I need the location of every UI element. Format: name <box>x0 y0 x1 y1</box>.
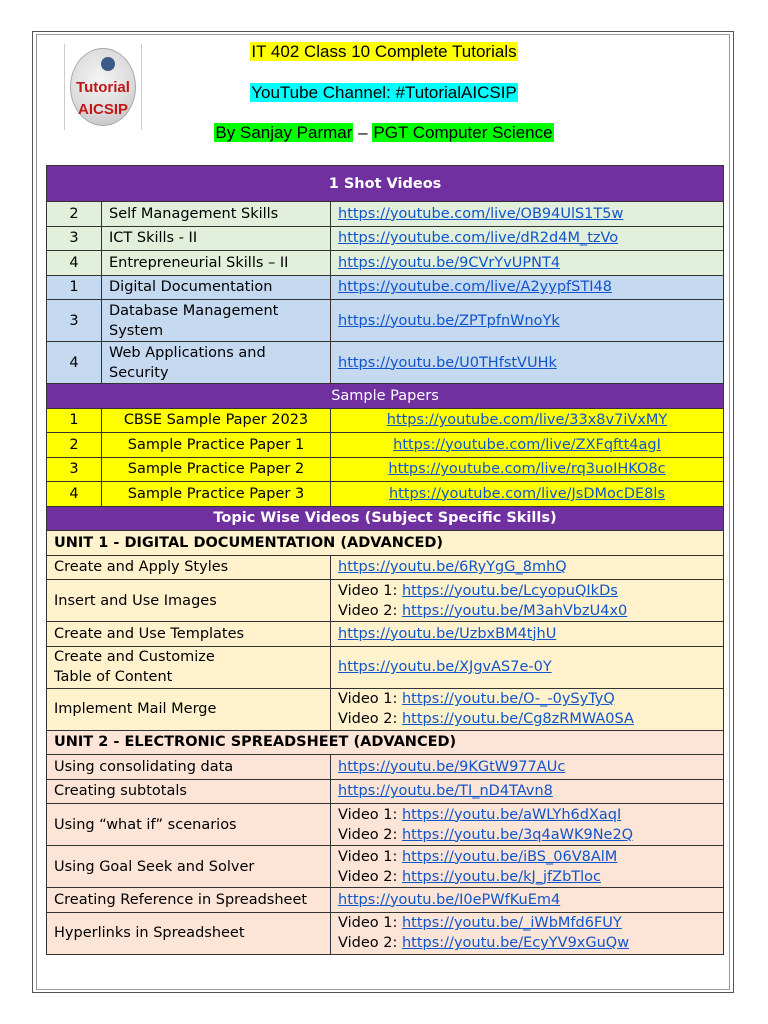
table-row <box>47 688 724 730</box>
video-link[interactable]: https://youtu.be/kJ_jfZbTloc <box>401 868 602 885</box>
table-row <box>47 622 724 647</box>
author-dash: – <box>358 123 368 142</box>
video-link[interactable]: https://youtube.com/live/rq3uoIHKO8c <box>388 461 666 478</box>
video-link[interactable]: https://youtu.be/iBS_06V8AlM <box>401 848 618 865</box>
link-cell <box>331 457 724 482</box>
link-cell <box>331 888 724 913</box>
link-cell <box>331 251 724 276</box>
table-row <box>47 646 724 688</box>
video1-label: Video 1: <box>338 806 398 823</box>
topic-cell: Using Goal Seek and Solver <box>47 846 331 888</box>
link-cell <box>331 408 724 433</box>
topic-cell: Database Management System <box>102 300 331 342</box>
link-cell <box>331 804 724 846</box>
video-link[interactable]: https://youtu.be/EcyYV9xGuQw <box>401 935 630 951</box>
row-number: 3 <box>47 226 102 251</box>
row-number: 4 <box>47 251 102 276</box>
video2-label: Video 2: <box>338 868 398 885</box>
row-number: 3 <box>47 300 102 342</box>
table-row <box>47 275 724 300</box>
table-row <box>47 779 724 804</box>
channel-name: YouTube Channel: #TutorialAICSIP <box>251 83 517 102</box>
video1-label: Video 1: <box>338 915 398 931</box>
table-row <box>47 755 724 780</box>
row-number: 4 <box>47 482 102 507</box>
table-row <box>47 251 724 276</box>
link-cell <box>331 846 724 888</box>
topic-wise-heading: Topic Wise Videos (Subject Specific Skills) <box>47 506 724 531</box>
table-row <box>47 226 724 251</box>
link-cell <box>331 433 724 458</box>
row-number: 2 <box>47 433 102 458</box>
topic-cell: ICT Skills - II <box>102 226 331 251</box>
section-header-row <box>47 166 724 202</box>
link-cell <box>331 275 724 300</box>
one-shot-heading: 1 Shot Videos <box>47 166 724 202</box>
table-row <box>47 846 724 888</box>
video-link[interactable]: https://youtube.com/live/33x8v7iVxMY <box>386 412 668 429</box>
topic-cell: CBSE Sample Paper 2023 <box>102 408 331 433</box>
link-cell <box>331 755 724 780</box>
section-header-row <box>47 384 724 409</box>
topic-cell: Web Applications and Security <box>102 342 331 384</box>
video-link[interactable]: https://youtu.be/9KGtW977AUc <box>338 758 566 775</box>
logo-text-line2: AICSIP <box>77 101 128 118</box>
video1-label: Video 1: <box>338 848 398 865</box>
table-row <box>47 408 724 433</box>
video-link[interactable]: https://youtu.be/9CVrYvUPNT4 <box>338 254 561 271</box>
topic-cell: Entrepreneurial Skills – II <box>102 251 331 276</box>
video-link[interactable]: https://youtu.be/6RyYgG_8mhQ <box>338 559 567 576</box>
topic-cell: Insert and Use Images <box>47 580 331 622</box>
video-link[interactable]: https://youtu.be/_iWbMfd6FUY <box>401 915 622 931</box>
video-link[interactable]: https://youtu.be/XJgvAS7e-0Y <box>338 659 552 675</box>
topic-cell: Creating subtotals <box>47 779 331 804</box>
video-link[interactable]: https://youtube.com/live/A2yypfSTI48 <box>338 279 612 296</box>
table-row <box>47 482 724 507</box>
unit-title-row <box>47 730 724 755</box>
video1-label: Video 1: <box>338 691 398 707</box>
link-cell <box>331 646 724 688</box>
topic-cell: Create and Use Templates <box>47 622 331 647</box>
link-cell <box>331 202 724 227</box>
video-link[interactable]: https://youtu.be/ZPTpfnWnoYk <box>338 312 560 329</box>
link-cell <box>331 912 724 954</box>
link-cell <box>331 226 724 251</box>
video-link[interactable]: https://youtu.be/aWLYh6dXaqI <box>401 806 622 823</box>
table-row <box>47 804 724 846</box>
video2-label: Video 2: <box>338 826 398 843</box>
video-link[interactable]: https://youtu.be/U0THfstVUHk <box>338 354 557 371</box>
link-cell <box>331 300 724 342</box>
page-title: IT 402 Class 10 Complete Tutorials <box>251 42 517 61</box>
table-row <box>47 555 724 580</box>
video-link[interactable]: https://youtu.be/M3ahVbzU4x0 <box>401 602 628 619</box>
row-number: 4 <box>47 342 102 384</box>
link-cell <box>331 622 724 647</box>
link-cell <box>331 482 724 507</box>
sample-papers-heading: Sample Papers <box>47 384 724 409</box>
link-cell <box>331 580 724 622</box>
video-link[interactable]: https://youtu.be/O-_-0ySyTyQ <box>401 691 615 707</box>
table-row <box>47 202 724 227</box>
topic-cell: Using consolidating data <box>47 755 331 780</box>
link-cell <box>331 688 724 730</box>
video2-label: Video 2: <box>338 935 398 951</box>
video-link[interactable]: https://youtu.be/I0ePWfKuEm4 <box>338 891 561 908</box>
video-link[interactable]: https://youtube.com/live/dR2d4M_tzVo <box>338 230 619 247</box>
video-link[interactable]: https://youtu.be/Cg8zRMWA0SA <box>401 711 634 727</box>
table-row <box>47 580 724 622</box>
video-link[interactable]: https://youtu.be/LcyopuQIkDs <box>401 582 618 599</box>
video-link[interactable]: https://youtu.be/TI_nD4TAvn8 <box>338 783 553 800</box>
unit-title-row <box>47 531 724 556</box>
topic-cell: Digital Documentation <box>102 275 331 300</box>
topic-cell: Creating Reference in Spreadsheet <box>47 888 331 913</box>
link-cell <box>331 779 724 804</box>
logo-text-line1: Tutorial <box>76 79 130 96</box>
table-row <box>47 433 724 458</box>
tutorials-table <box>46 165 724 955</box>
topic-cell: Using “what if” scenarios <box>47 804 331 846</box>
table-row <box>47 457 724 482</box>
row-number: 3 <box>47 457 102 482</box>
video-link[interactable]: https://youtube.com/live/JsDMocDE8ls <box>388 485 665 502</box>
video2-label: Video 2: <box>338 602 398 619</box>
topic-cell: Create and Apply Styles <box>47 555 331 580</box>
table-row <box>47 912 724 954</box>
page-title-line <box>0 42 768 62</box>
table-row <box>47 342 724 384</box>
link-cell <box>331 342 724 384</box>
topic-cell: Sample Practice Paper 1 <box>102 433 331 458</box>
topic-cell: Self Management Skills <box>102 202 331 227</box>
video-link[interactable]: https://youtu.be/UzbxBM4tjhU <box>338 625 557 642</box>
video-link[interactable]: https://youtu.be/3q4aWK9Ne2Q <box>401 826 634 843</box>
row-number: 2 <box>47 202 102 227</box>
link-cell <box>331 555 724 580</box>
video1-label: Video 1: <box>338 582 398 599</box>
channel-line <box>0 83 768 103</box>
topic-cell: Hyperlinks in Spreadsheet <box>47 912 331 954</box>
video2-label: Video 2: <box>338 711 398 727</box>
section-header-row <box>47 506 724 531</box>
author-name: By Sanjay Parmar <box>215 123 353 142</box>
topic-cell: Sample Practice Paper 2 <box>102 457 331 482</box>
table-row <box>47 888 724 913</box>
unit2-title: UNIT 2 - ELECTRONIC SPREADSHEET (ADVANCED) <box>47 730 724 755</box>
row-number: 1 <box>47 275 102 300</box>
unit1-title: UNIT 1 - DIGITAL DOCUMENTATION (ADVANCED) <box>47 531 724 556</box>
topic-cell: Implement Mail Merge <box>47 688 331 730</box>
video-link[interactable]: https://youtube.com/live/OB94UlS1T5w <box>338 205 624 222</box>
row-number: 1 <box>47 408 102 433</box>
topic-cell: Sample Practice Paper 3 <box>102 482 331 507</box>
topic-cell: Create and Customize Table of Content <box>47 646 331 688</box>
video-link[interactable]: https://youtube.com/live/ZXFqftt4agI <box>393 436 661 453</box>
table-row <box>47 300 724 342</box>
author-role: PGT Computer Science <box>373 123 553 142</box>
author-line <box>0 123 768 143</box>
